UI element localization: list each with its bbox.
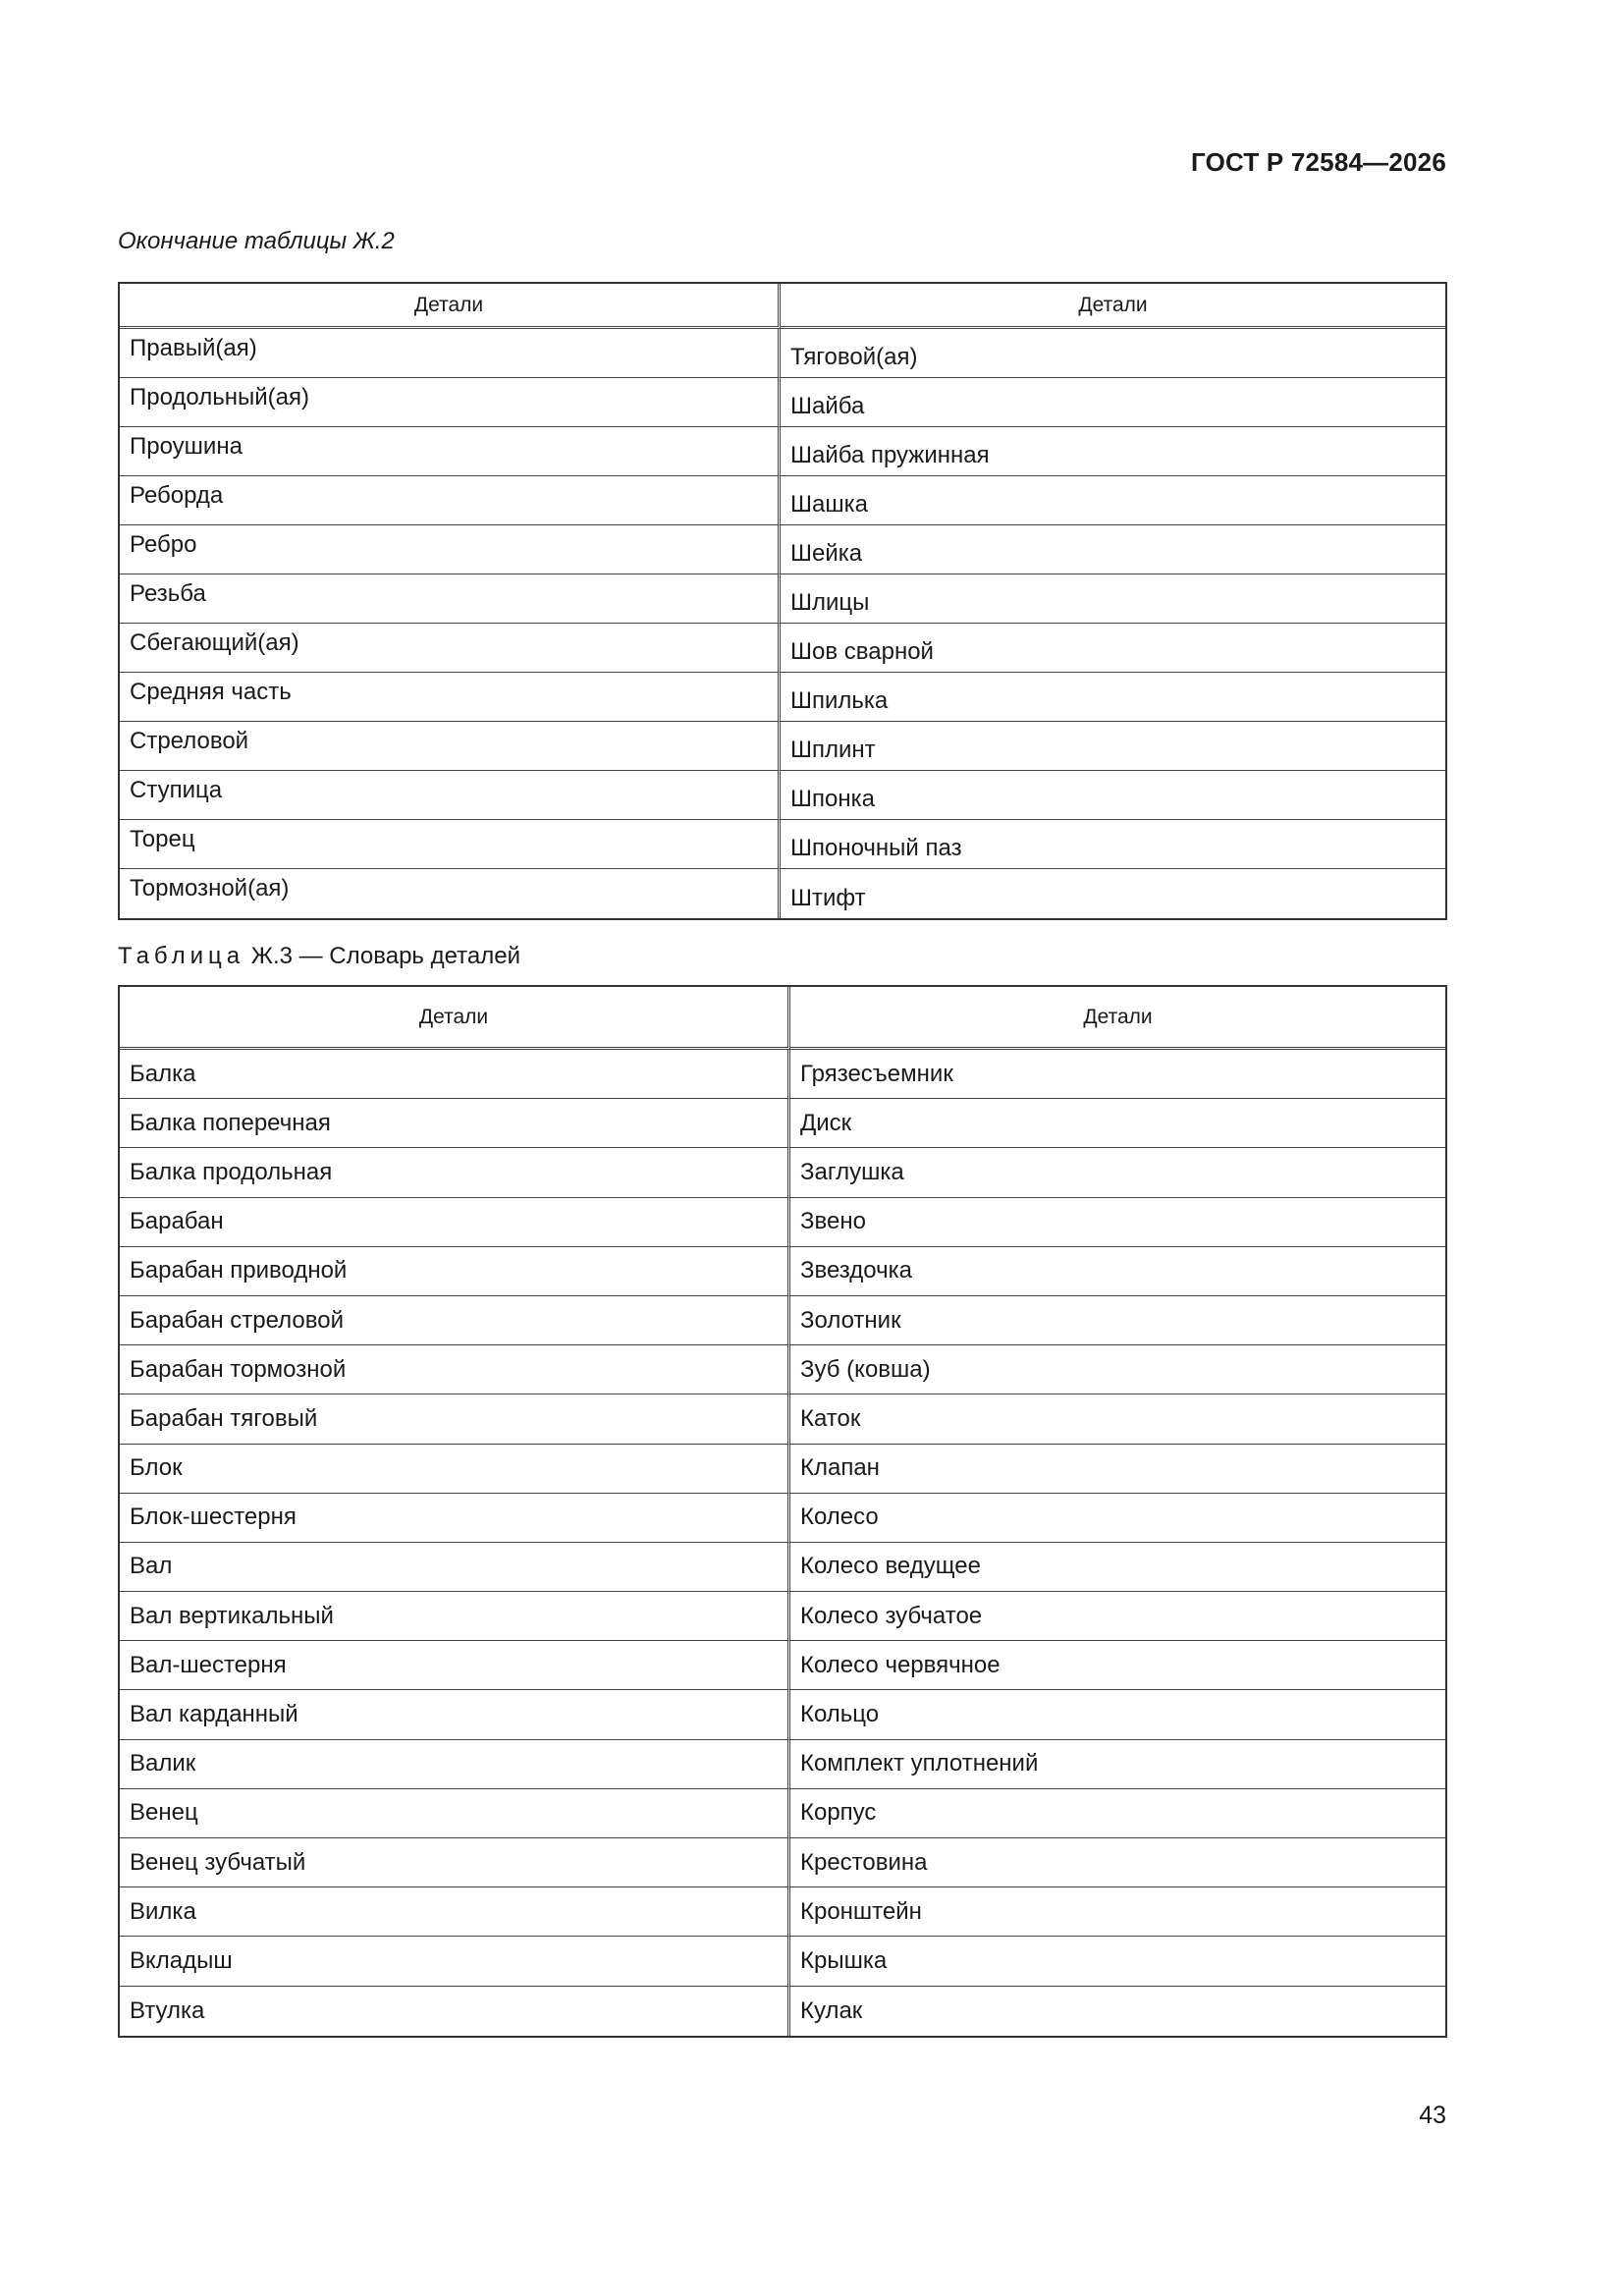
table-row	[120, 1445, 1445, 1494]
cell-right: Грязесъемник	[790, 1050, 1445, 1099]
cell-left: Барабан тормозной	[120, 1345, 790, 1394]
cell-right: Колесо червячное	[790, 1641, 1445, 1690]
cell-right: Заглушка	[790, 1148, 1445, 1197]
cell-left: Вал вертикальный	[120, 1592, 790, 1641]
cell-right: Шпонка	[781, 771, 1445, 820]
cell-left: Втулка	[120, 1987, 790, 2036]
cell-right: Комплект уплотнений	[790, 1740, 1445, 1789]
table-row	[120, 771, 1445, 820]
table-row	[120, 1296, 1445, 1345]
table-row	[120, 1099, 1445, 1148]
table-caption	[118, 943, 520, 970]
cell-right: Шплинт	[781, 722, 1445, 771]
cell-right: Крестовина	[790, 1838, 1445, 1887]
cell-right: Колесо ведущее	[790, 1543, 1445, 1592]
table-row	[120, 1641, 1445, 1690]
cell-right: Колесо зубчатое	[790, 1592, 1445, 1641]
table-row	[120, 1494, 1445, 1543]
table-row	[120, 1050, 1445, 1099]
cell-left: Тормозной(ая)	[120, 869, 781, 918]
table-row	[120, 869, 1445, 918]
cell-left: Барабан	[120, 1198, 790, 1247]
column-header: Детали	[781, 284, 1445, 329]
cell-right: Шайба	[781, 378, 1445, 427]
table-continuation-label: Окончание таблицы Ж.2	[118, 228, 395, 254]
cell-left: Вал-шестерня	[120, 1641, 790, 1690]
table-row	[120, 1838, 1445, 1887]
cell-left: Резьба	[120, 574, 781, 624]
cell-right: Звездочка	[790, 1247, 1445, 1296]
cell-left: Правый(ая)	[120, 329, 781, 378]
cell-left: Реборда	[120, 476, 781, 525]
cell-left: Средняя часть	[120, 673, 781, 722]
cell-left: Барабан стреловой	[120, 1296, 790, 1345]
cell-left: Балка продольная	[120, 1148, 790, 1197]
column-header: Детали	[790, 987, 1445, 1050]
cell-left: Проушина	[120, 427, 781, 476]
table-row	[120, 378, 1445, 427]
table-row	[120, 1198, 1445, 1247]
table-row	[120, 476, 1445, 525]
cell-left: Балка поперечная	[120, 1099, 790, 1148]
table-row	[120, 1740, 1445, 1789]
page-number: 43	[1419, 2102, 1446, 2129]
cell-left: Продольный(ая)	[120, 378, 781, 427]
table-row	[120, 329, 1445, 378]
cell-right: Кольцо	[790, 1690, 1445, 1739]
cell-left: Вилка	[120, 1887, 790, 1937]
cell-right: Шлицы	[781, 574, 1445, 624]
cell-right: Зуб (ковша)	[790, 1345, 1445, 1394]
table-row	[120, 1543, 1445, 1592]
cell-left: Блок-шестерня	[120, 1494, 790, 1543]
table-row	[120, 1148, 1445, 1197]
table-row	[120, 624, 1445, 673]
column-header: Детали	[120, 987, 790, 1050]
cell-right: Шпилька	[781, 673, 1445, 722]
table-row	[120, 1394, 1445, 1444]
cell-right: Клапан	[790, 1445, 1445, 1494]
document-code: ГОСТ Р 72584—2026	[1191, 147, 1446, 177]
cell-right: Крышка	[790, 1937, 1445, 1986]
cell-left: Валик	[120, 1740, 790, 1789]
cell-left: Венец зубчатый	[120, 1838, 790, 1887]
cell-right: Золотник	[790, 1296, 1445, 1345]
cell-left: Блок	[120, 1445, 790, 1494]
table-zh3	[118, 985, 1447, 2038]
cell-right: Штифт	[790, 885, 866, 911]
cell-right: Шайба пружинная	[781, 427, 1445, 476]
cell-right: Шашка	[781, 476, 1445, 525]
cell-left: Ребро	[120, 525, 781, 574]
cell-right: Шейка	[781, 525, 1445, 574]
cell-right: Корпус	[790, 1789, 1445, 1838]
table-caption-word: Таблица	[118, 943, 245, 969]
cell-left: Вал	[120, 1543, 790, 1592]
cell-right: Колесо	[790, 1494, 1445, 1543]
table-row	[120, 574, 1445, 624]
table-row	[120, 820, 1445, 869]
table-header-row	[120, 284, 1445, 329]
cell-right: Кронштейн	[790, 1887, 1445, 1937]
table-row	[120, 1345, 1445, 1394]
cell-left: Балка	[120, 1050, 790, 1099]
cell-right: Диск	[790, 1099, 1445, 1148]
cell-right: Шов сварной	[781, 624, 1445, 673]
cell-right: Каток	[790, 1394, 1445, 1444]
cell-right: Тяговой(ая)	[781, 329, 1445, 378]
column-header: Детали	[120, 284, 781, 329]
table-row	[120, 1937, 1445, 1986]
table-row	[120, 722, 1445, 771]
cell-left: Венец	[120, 1789, 790, 1838]
cell-left: Сбегающий(ая)	[120, 624, 781, 673]
cell-left: Вал карданный	[120, 1690, 790, 1739]
table-zh2	[118, 282, 1447, 920]
cell-right: Шпоночный паз	[781, 820, 1445, 869]
table-caption-title: Ж.3 — Словарь деталей	[250, 943, 520, 969]
cell-left: Барабан приводной	[120, 1247, 790, 1296]
table-row	[120, 1789, 1445, 1838]
table-header-row	[120, 987, 1445, 1050]
cell-right: Звено	[790, 1198, 1445, 1247]
cell-left: Торец	[120, 820, 781, 869]
table-row	[120, 1987, 1445, 2036]
table-row	[120, 427, 1445, 476]
table-row	[120, 1247, 1445, 1296]
cell-right: Кулак	[800, 1996, 863, 2024]
cell-left: Стреловой	[120, 722, 781, 771]
table-row	[120, 673, 1445, 722]
cell-left: Вкладыш	[120, 1937, 790, 1986]
table-row	[120, 1592, 1445, 1641]
cell-left: Ступица	[120, 771, 781, 820]
table-row	[120, 1690, 1445, 1739]
cell-left: Барабан тяговый	[120, 1394, 790, 1444]
table-row	[120, 1887, 1445, 1937]
table-row	[120, 525, 1445, 574]
